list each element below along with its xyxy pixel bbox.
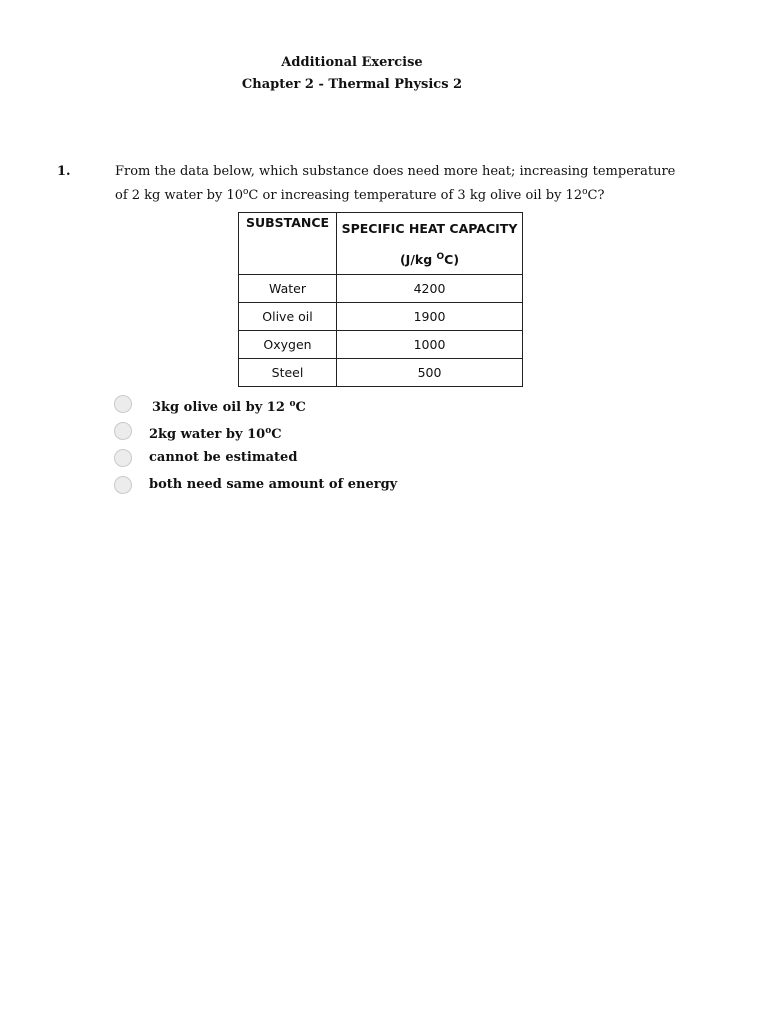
radio-button-icon[interactable] (114, 449, 132, 467)
column-header-unit (400, 252, 459, 267)
substance-cell: Oxygen (239, 331, 337, 359)
table-row (239, 359, 523, 387)
option-label: both need same amount of energy (149, 477, 398, 492)
option-label-text: 3kg olive oil by 12 (152, 400, 290, 415)
radio-button-icon[interactable] (114, 395, 132, 413)
question-line-2-part-b: C or increasing temperature of 3 kg olive oil by 12 (248, 188, 583, 203)
value-cell: 4200 (337, 275, 523, 303)
column-header-title: SPECIFIC HEAT CAPACITY (341, 221, 518, 236)
question-number: 1. (57, 164, 71, 179)
question-text (115, 161, 676, 206)
radio-button-icon[interactable] (114, 422, 132, 440)
option-label-unit: C (271, 427, 282, 442)
degree-symbol: o (289, 399, 296, 409)
degree-symbol: o (265, 426, 272, 436)
column-header-specific-heat (337, 213, 523, 275)
unit-part-b: C) (444, 252, 460, 267)
question-line-2 (115, 182, 655, 206)
page-title: Additional Exercise (281, 55, 423, 70)
table-row (239, 303, 523, 331)
option-label (149, 421, 282, 445)
specific-heat-table (238, 212, 523, 387)
unit-part-a: (J/kg (399, 252, 437, 267)
substance-cell: Steel (239, 359, 337, 387)
value-cell: 1000 (337, 331, 523, 359)
table-row (239, 331, 523, 359)
option-label-text: 2kg water by 10 (149, 427, 266, 442)
question-line-1: From the data below, which substance does need more heat; increasing temperature (115, 164, 676, 179)
value-cell: 500 (337, 359, 523, 387)
value-cell: 1900 (337, 303, 523, 331)
degree-symbol: o (243, 187, 249, 197)
column-header-substance: SUBSTANCE (239, 213, 337, 275)
option-label: cannot be estimated (149, 450, 298, 465)
substance-cell: Water (239, 275, 337, 303)
degree-symbol: o (582, 187, 588, 197)
substance-cell: Olive oil (239, 303, 337, 331)
question-line-2-part-a: of 2 kg water by 10 (115, 188, 243, 203)
table-header-row (239, 213, 523, 275)
option-label-unit: C (295, 400, 306, 415)
question-line-2-part-c: C? (587, 188, 605, 203)
table-row (239, 275, 523, 303)
degree-symbol: O (436, 252, 445, 262)
page-subtitle: Chapter 2 - Thermal Physics 2 (241, 77, 463, 92)
option-label (152, 394, 306, 418)
radio-button-icon[interactable] (114, 476, 132, 494)
